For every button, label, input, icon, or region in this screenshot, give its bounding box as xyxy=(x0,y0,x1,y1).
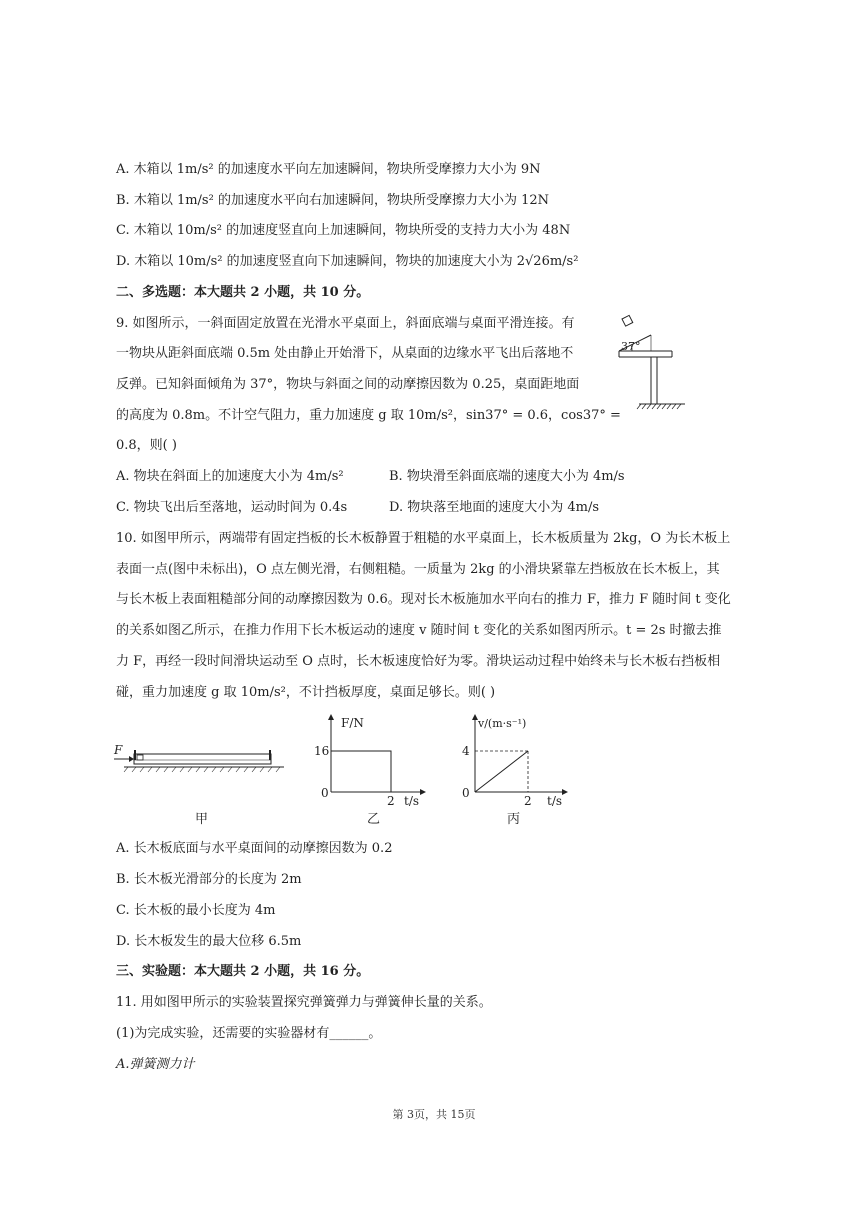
bing-y-tick: 4 xyxy=(462,744,470,758)
q10-stem-line-2: 表面一点(图中未标出)，O 点左侧光滑，右侧粗糙。一质量为 2kg 的小滑块紧靠左挡板放在长木板上，其 xyxy=(116,562,720,577)
q10-figure-jia xyxy=(112,740,292,780)
q11-part-1: (1)为完成实验，还需要的实验器材有______。 xyxy=(116,1026,382,1041)
q9-stem-line-4: 的高度为 0.8m。不计空气阻力，重力加速度 g 取 10m/s²，sin37° = 0.6，cos37° = xyxy=(116,408,621,423)
section-heading-experiment: 三、实验题：本大题共 2 小题，共 16 分。 xyxy=(116,964,370,979)
caption-jia: 甲 xyxy=(195,812,209,827)
bing-x-tick: 2 xyxy=(524,794,532,808)
q10-stem-line-3: 与长木板上表面粗糙部分间的动摩擦因数为 0.6。现对长木板施加水平向右的推力 F，推力 F 随时间 t 变化 xyxy=(116,592,731,607)
q11-option-a: A.弹簧测力计 xyxy=(116,1057,195,1072)
q8-option-b: B. 木箱以 1m/s² 的加速度水平向右加速瞬间，物块所受摩擦力大小为 12N xyxy=(116,193,549,208)
q10-option-b: B. 长木板光滑部分的长度为 2m xyxy=(116,872,302,887)
q9-option-a: A. 物块在斜面上的加速度大小为 4m/s² xyxy=(116,469,344,484)
section-heading-multiple-choice: 二、多选题：本大题共 2 小题，共 10 分。 xyxy=(116,285,370,300)
q10-stem-line-6: 碰，重力加速度 g 取 10m/s²，不计挡板厚度，桌面足够长。则( ) xyxy=(116,685,496,700)
yi-x-axis-label: t/s xyxy=(404,794,420,808)
q9-stem-line-1: 9. 如图所示，一斜面固定放置在光滑水平桌面上，斜面底端与桌面平滑连接。有 xyxy=(116,316,575,331)
q9-option-c: C. 物块飞出后至落地，运动时间为 0.4s xyxy=(116,500,348,515)
q9-incline-figure xyxy=(605,312,685,412)
q9-angle-label: 37° xyxy=(621,340,641,353)
q9-option-d: D. 物块落至地面的速度大小为 4m/s xyxy=(389,500,600,515)
yi-origin: 0 xyxy=(321,786,329,800)
q10-figure-yi-force-time-graph xyxy=(310,712,440,812)
page-number: 第 3页，共 15页 xyxy=(392,1108,476,1121)
q10-stem-line-5: 力 F，再经一段时间滑块运动至 O 点时，长木板速度恰好为零。滑块运动过程中始终未与长木板右挡板相 xyxy=(116,654,721,669)
q10-stem-line-4: 的关系如图乙所示，在推力作用下长木板运动的速度 v 随时间 t 变化的关系如图丙所示。t = 2s 时撤去推 xyxy=(116,623,722,638)
q8-option-a: A. 木箱以 1m/s² 的加速度水平向左加速瞬间，物块所受摩擦力大小为 9N xyxy=(116,162,541,177)
caption-yi: 乙 xyxy=(367,812,381,827)
q8-option-d: D. 木箱以 10m/s² 的加速度竖直向下加速瞬间，物块的加速度大小为 2√26m/s² xyxy=(116,254,579,269)
q10-option-d: D. 长木板发生的最大位移 6.5m xyxy=(116,934,302,949)
yi-y-tick: 16 xyxy=(314,744,330,758)
bing-x-axis-label: t/s xyxy=(547,794,563,808)
q11-stem: 11. 用如图甲所示的实验装置探究弹簧弹力与弹簧伸长量的关系。 xyxy=(116,995,492,1010)
force-label: F xyxy=(114,743,123,757)
q8-option-c: C. 木箱以 10m/s² 的加速度竖直向上加速瞬间，物块所受的支持力大小为 48N xyxy=(116,223,571,238)
q9-stem-line-5: 0.8，则( ) xyxy=(116,438,177,453)
q10-option-a: A. 长木板底面与水平桌面间的动摩擦因数为 0.2 xyxy=(116,841,393,856)
bing-origin: 0 xyxy=(462,786,470,800)
q9-stem-line-3: 反弹。已知斜面倾角为 37°，物块与斜面之间的动摩擦因数为 0.25，桌面距地面 xyxy=(116,377,580,392)
yi-y-axis-label: F/N xyxy=(341,716,364,730)
q10-figure-bing-velocity-time-graph xyxy=(455,712,585,812)
q10-option-c: C. 长木板的最小长度为 4m xyxy=(116,903,276,918)
yi-x-tick: 2 xyxy=(387,794,395,808)
bing-y-axis-label: v/(m·s⁻¹) xyxy=(478,717,527,730)
q9-stem-line-2: 一物块从距斜面底端 0.5m 处由静止开始滑下，从桌面的边缘水平飞出后落地不 xyxy=(116,346,574,361)
q9-option-b: B. 物块滑至斜面底端的速度大小为 4m/s xyxy=(389,469,625,484)
q10-stem-line-1: 10. 如图甲所示，两端带有固定挡板的长木板静置于粗糙的水平桌面上，长木板质量为 2kg，O 为长木板上 xyxy=(116,531,731,546)
caption-bing: 丙 xyxy=(507,812,521,827)
